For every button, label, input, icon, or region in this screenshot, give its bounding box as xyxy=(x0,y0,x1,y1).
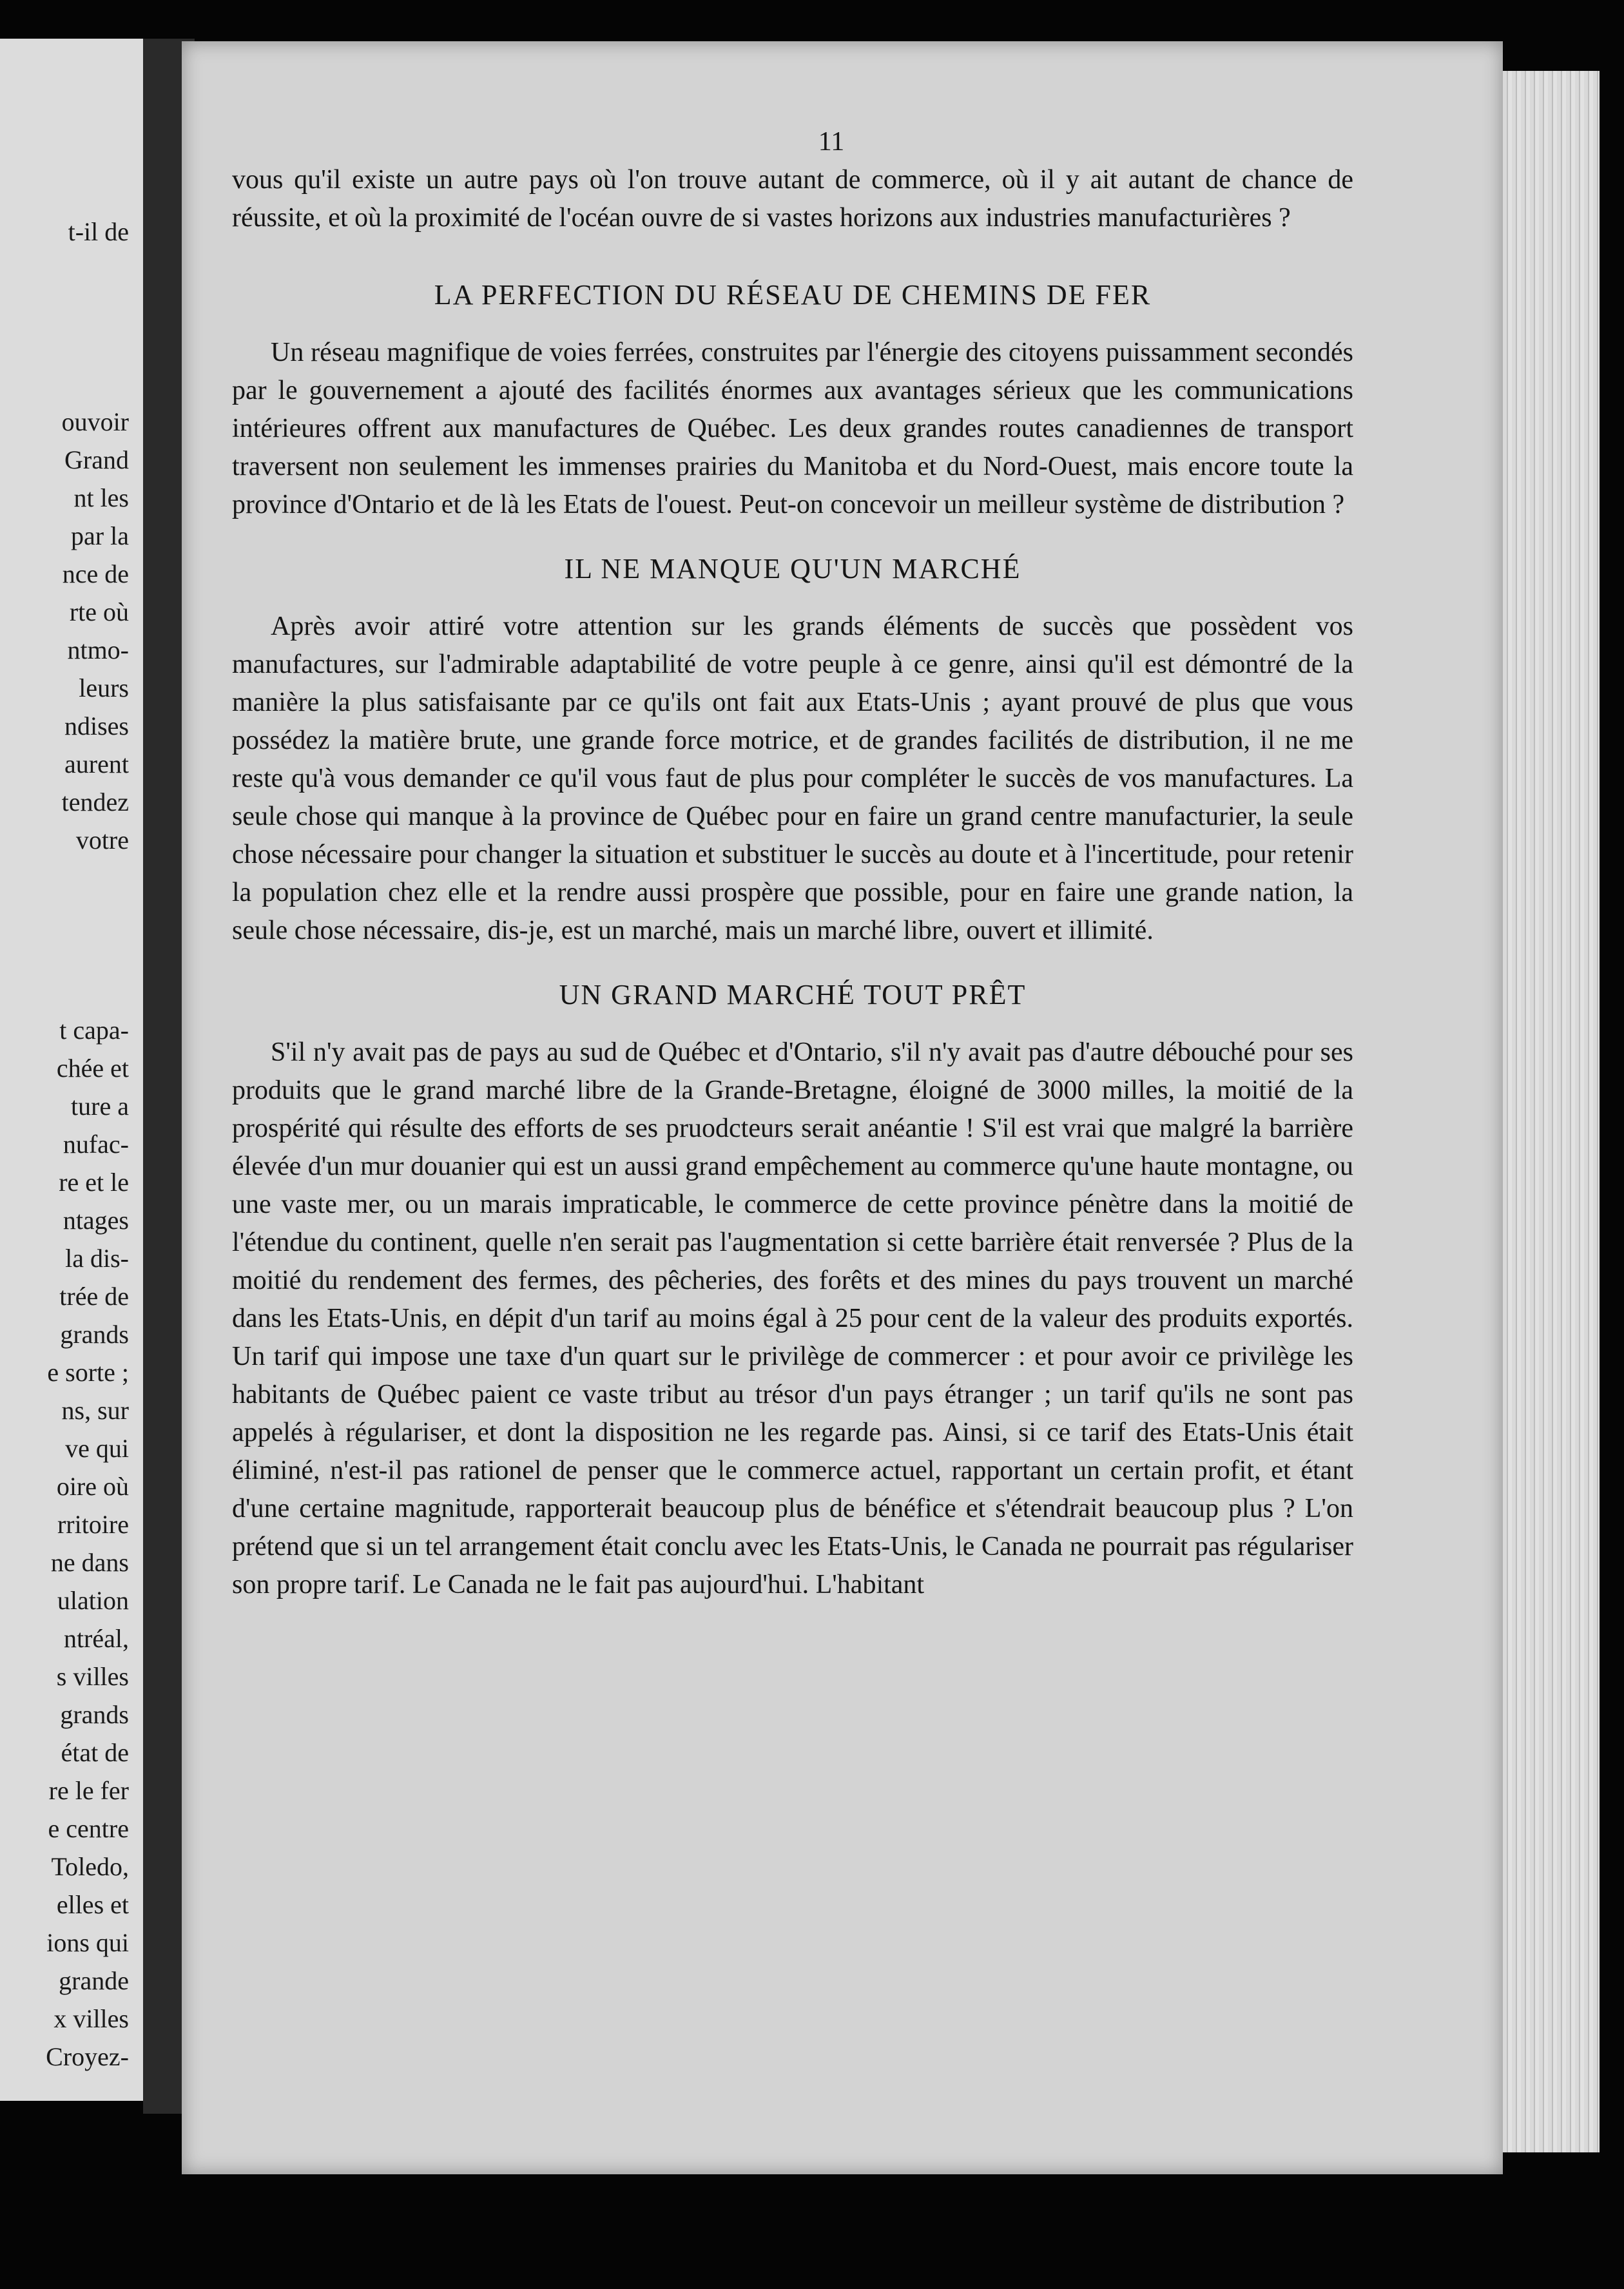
left-page-fragment: ntmo- xyxy=(67,635,129,664)
left-page-fragment: re le fer xyxy=(48,1776,129,1805)
left-page-fragment: nce de xyxy=(62,559,129,588)
left-page-fragment: ns, sur xyxy=(61,1396,129,1425)
left-page-fragment: Toledo, xyxy=(51,1852,129,1881)
left-page-fragment: aurent xyxy=(64,749,129,778)
left-page-fragment xyxy=(0,365,129,403)
left-page-fragment: chée et xyxy=(56,1054,129,1083)
left-page-fragment: grande xyxy=(59,1966,129,1995)
left-page-fragment: ve qui xyxy=(65,1434,129,1463)
page-number: 11 xyxy=(818,127,845,157)
left-page-fragment: ne dans xyxy=(50,1548,129,1577)
left-page-fragment xyxy=(0,251,129,289)
left-page-fragment xyxy=(0,859,129,897)
left-page-fragment: ntréal, xyxy=(63,1624,129,1653)
left-page-fragment: s villes xyxy=(56,1662,129,1691)
left-page-fragment: t capa- xyxy=(59,1016,129,1045)
left-page-fragment: rritoire xyxy=(57,1510,129,1539)
page-edges xyxy=(1503,71,1600,2152)
left-page-fragment xyxy=(0,935,129,973)
section-heading-market: IL NE MANQUE QU'UN MARCHÉ xyxy=(564,553,1021,584)
left-page-fragment: votre xyxy=(75,826,129,855)
left-page-fragment: tendez xyxy=(61,787,129,816)
left-page-fragment: par la xyxy=(71,521,129,550)
left-page-fragment: e centre xyxy=(48,1814,129,1843)
left-page-fragment: rte où xyxy=(69,597,129,626)
left-page-fragment: ntages xyxy=(63,1206,129,1235)
left-page-fragment: trée de xyxy=(59,1282,129,1311)
left-page-fragment: Croyez- xyxy=(46,2042,129,2071)
intro-paragraph: vous qu'il existe un autre pays où l'on trouve autant de commerce, où il y ait autant de chance de réussite, et où la proximité de l'océan ouvre de si vastes horizons aux industries manufacturières ? xyxy=(232,165,1353,233)
left-page-fragment: x villes xyxy=(53,2004,129,2033)
left-page-fragment: oire où xyxy=(56,1472,129,1501)
left-page-fragment: leurs xyxy=(79,673,129,702)
section-paragraph-railway: Un réseau magnifique de voies ferrées, construites par l'énergie des citoyens puissamment secondés par le gouvernement a ajouté des facilités énormes aux avantages sérieux que les communications intérieures offrent aux manufactures de Québec. Les deux grandes routes canadiennes de transport traversent non seulement les immenses prairies du Manitoba et du Nord-Ouest, mais encore toute la province d'Ontario et de là les Etats de l'ouest. Peut-on concevoir un meilleur système de distribution ? xyxy=(232,338,1353,519)
left-page-fragment: e sorte ; xyxy=(47,1358,129,1387)
left-page-fragment: t-il de xyxy=(68,217,129,246)
left-page-fragment: grands xyxy=(60,1320,129,1349)
section-paragraph-market: Après avoir attiré votre attention sur les grands éléments de succès que possèdent vos manufactures, sur l'admirable adaptabilité de votre peuple à ce genre, ainsi qu'il est démontré de la manière la plus satisfaisante par ce qu'ils ont fait aux Etats-Unis ; ayant prouvé de plus que vous possédez la matière brute, une grande force motrice, et de grandes facilités de distribution, il ne me reste qu'à vous demander ce qu'il vous faut de plus pour compléter le succès de vos manufactures. La seule chose qui manque à la province de Québec pour en faire un grand centre manufacturier, la seule chose nécessaire pour changer la situation et substituer le succès au doute et à l'incertitude, pour retenir la population chez elle et la rendre aussi prospère que possible, pour en faire une grande nation, la seule chose nécessaire, dis-je, est un marché, mais un marché libre, ouvert et illimité. xyxy=(232,612,1353,945)
section-heading-railway: LA PERFECTION DU RÉSEAU DE CHEMINS DE FER xyxy=(434,279,1152,311)
left-page-fragment: ouvoir xyxy=(61,407,129,436)
left-page-fragment: ture a xyxy=(71,1092,129,1121)
left-page-fragment: ulation xyxy=(57,1586,129,1615)
left-page-fragment: re et le xyxy=(59,1168,129,1197)
left-page-fragment: Grand xyxy=(64,445,129,474)
section-paragraph-big-market: S'il n'y avait pas de pays au sud de Québec et d'Ontario, s'il n'y avait pas d'autre débouché pour ses produits que le grand marché libre de la Grande-Bretagne, éloigné de 3000 milles, la moitié de la prospérité qui résulte des efforts de ses pruodcteurs serait anéantie ! S'il est vrai que malgré la barrière élevée d'un mur douanier qui est un aussi grand empêchement au commerce qu'une haute montagne, ou une vaste mer, ou un marais impraticable, le commerce de cette province pénètre dans la moitié de l'étendue du continent, quelle n'en serait pas l'augmentation si cette barrière était renversée ? Plus de la moitié du rendement des fermes, des pêcheries, des forêts et des mines du pays trouvent un marché dans les Etats-Unis, en dépit d'un tarif au moins égal à 25 pour cent de la valeur des produits exportés. Un tarif qui impose une taxe d'un quart sur le privilège de commercer : et pour avoir ce privilège les habitants de Québec paient ce vaste tribut au trésor d'un pays étranger ; un tarif qu'ils ne sont pas appelés à régulariser, et dont la disposition ne les regarde pas. Ainsi, si ce tarif des Etats-Unis était éliminé, n'est-il pas rationel de penser que le commerce actuel, rapportant un certain profit, et étant d'une certaine magnitude, rapporterait beaucoup plus de bénéfice et s'étendrait beaucoup plus ? L'on prétend que si un tel arrangement était conclu avec les Etats-Unis, le Canada ne pourrait pas régulariser son propre tarif. Le Canada ne le fait pas aujourd'hui. L'habitant xyxy=(232,1038,1353,1599)
left-page-fragments xyxy=(0,213,143,2076)
left-page-fragment: ndises xyxy=(64,711,129,740)
left-page-fragment xyxy=(0,897,129,935)
left-page-fragment: nt les xyxy=(73,483,129,512)
left-page-fragment: nufac- xyxy=(63,1130,129,1159)
left-page-fragment xyxy=(0,327,129,365)
section-heading-big-market: UN GRAND MARCHÉ TOUT PRÊT xyxy=(559,979,1027,1010)
left-page-fragment: état de xyxy=(61,1738,129,1767)
left-page-fragment xyxy=(0,289,129,327)
left-page-fragment: elles et xyxy=(56,1890,129,1919)
left-facing-page xyxy=(0,39,143,2101)
left-page-fragment: grands xyxy=(60,1700,129,1729)
left-page-fragment xyxy=(0,973,129,1011)
left-page-fragment: ions qui xyxy=(46,1928,129,1957)
page-content xyxy=(232,122,1353,1604)
left-page-fragment: la dis- xyxy=(65,1244,129,1273)
